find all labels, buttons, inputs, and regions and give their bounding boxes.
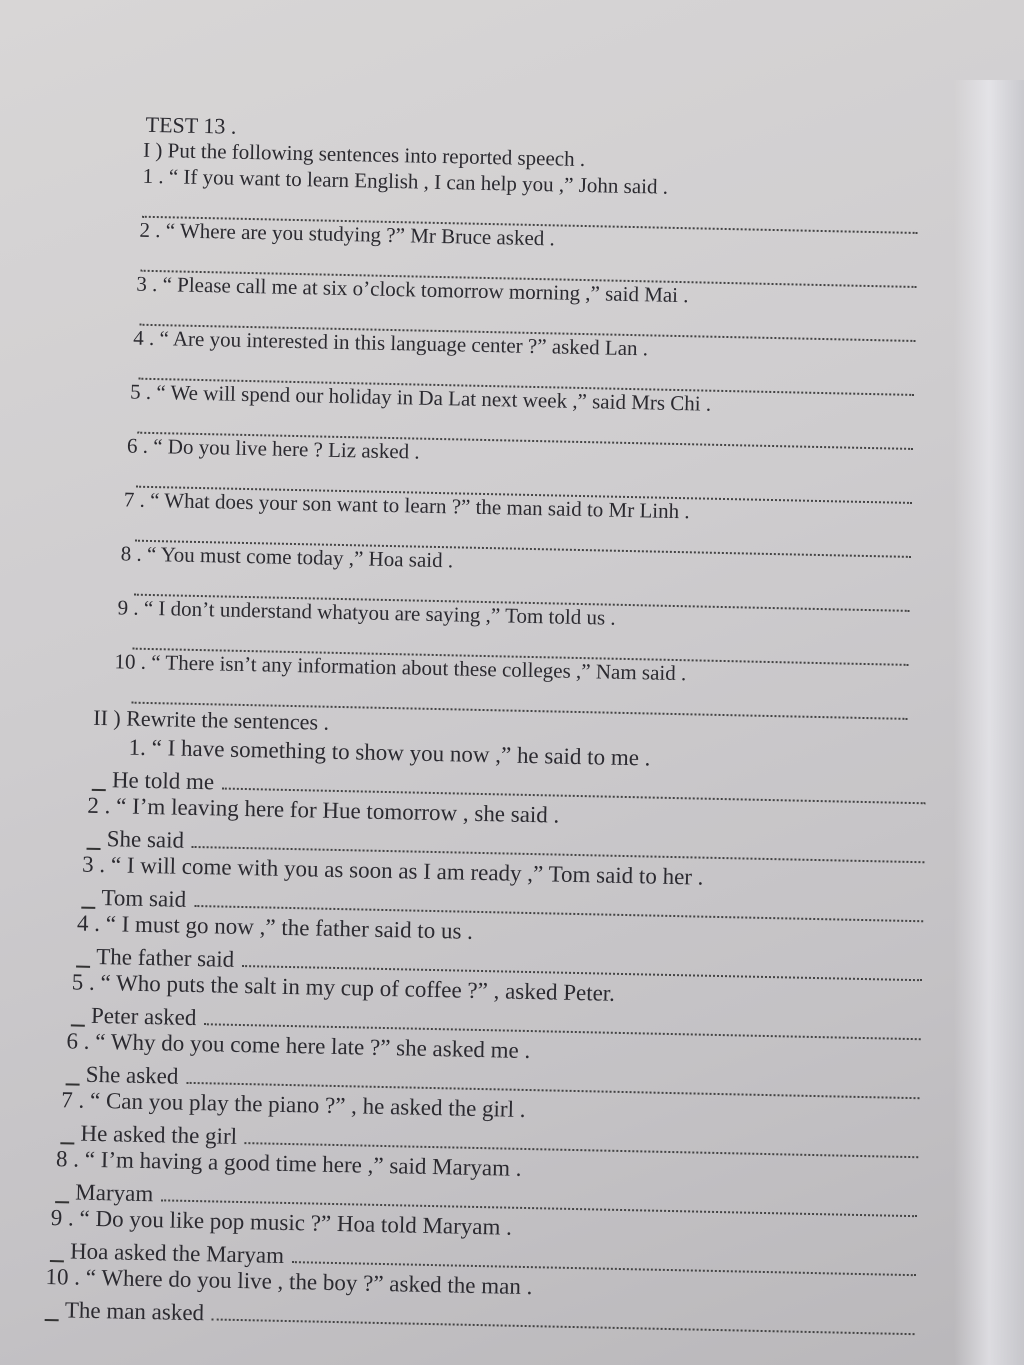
section-2-question: 2 . “ I’m leaving here for Hue tomorrow , she said . bbox=[87, 792, 560, 828]
section-1-question: 2 . “ Where are you studying ?” Mr Bruce asked . bbox=[139, 217, 556, 251]
section-2-question: 6 . “ Why do you come here late ?” she asked me . bbox=[66, 1028, 531, 1064]
worksheet-content bbox=[35, 110, 940, 1341]
section-1-instruction: I ) Put the following sentences into reported speech . bbox=[142, 137, 586, 172]
answer-start: Maryam bbox=[75, 1179, 154, 1207]
section-2 bbox=[45, 704, 928, 1341]
section-1-question: 10 . “ There isn’t any information about these colleges ,” Nam said . bbox=[114, 649, 687, 686]
dash-mark bbox=[50, 1260, 64, 1262]
answer-start: Hoa asked the Maryam bbox=[69, 1238, 285, 1268]
section-1-question: 6 . “ Do you live here ? Liz asked . bbox=[126, 433, 420, 464]
dash-mark bbox=[60, 1142, 74, 1144]
answer-start: She asked bbox=[85, 1061, 179, 1089]
section-1-question: 4 . “ Are you interested in this language center ?” asked Lan . bbox=[132, 325, 649, 361]
section-2-question: 1. “ I have something to show you now ,” he said to me . bbox=[128, 734, 651, 771]
answer-start: The man asked bbox=[64, 1297, 205, 1326]
answer-start: She said bbox=[106, 826, 185, 853]
answer-start: He asked the girl bbox=[80, 1120, 238, 1149]
section-2-question: 7 . “ Can you play the piano ?” , he asked the girl . bbox=[61, 1087, 526, 1122]
dash-mark bbox=[71, 1024, 85, 1026]
dash-mark bbox=[45, 1319, 59, 1321]
section-1-question: 1 . “ If you want to learn English , I can help you ,” John said . bbox=[142, 163, 669, 199]
answer-start: Tom said bbox=[101, 885, 187, 912]
dash-mark bbox=[87, 848, 101, 850]
section-2-instruction: II ) Rewrite the sentences . bbox=[93, 704, 330, 735]
dash-mark bbox=[55, 1201, 69, 1203]
section-1-question: 9 . “ I don’t understand whatyou are saying ,” Tom told us . bbox=[117, 595, 616, 630]
section-1-question: 5 . “ We will spend our holiday in Da Lat next week ,” said Mrs Chi . bbox=[129, 379, 712, 416]
answer-start: He told me bbox=[111, 767, 215, 795]
answer-start: Peter asked bbox=[90, 1002, 197, 1031]
dash-mark bbox=[81, 907, 95, 909]
section-2-question: 8 . “ I’m having a good time here ,” said Maryam . bbox=[55, 1146, 522, 1181]
section-2-question: 5 . “ Who puts the salt in my cup of coffee ?” , asked Peter. bbox=[71, 969, 616, 1006]
section-1 bbox=[114, 163, 939, 721]
dash-mark bbox=[66, 1083, 80, 1085]
page-edge-shadow bbox=[954, 80, 1024, 1365]
answer-dots bbox=[212, 1318, 915, 1335]
dash-mark bbox=[92, 789, 106, 791]
section-2-question: 10 . “ Where do you live , the boy ?” asked the man . bbox=[45, 1263, 533, 1300]
test-title: TEST 13 . bbox=[145, 111, 237, 139]
section-2-question: 9 . “ Do you like pop music ?” Hoa told Maryam . bbox=[50, 1205, 513, 1240]
section-1-question: 7 . “ What does your son want to learn ?” the man said to Mr Linh . bbox=[123, 487, 690, 524]
dash-mark bbox=[76, 966, 90, 968]
section-1-question: 3 . “ Please call me at six o’clock tomorrow morning ,” said Mai . bbox=[136, 271, 689, 308]
answer-start: The father said bbox=[96, 943, 235, 972]
section-2-question: 4 . “ I must go now ,” the father said to us . bbox=[76, 910, 474, 944]
section-1-question: 8 . “ You must come today ,” Hoa said . bbox=[120, 541, 454, 573]
section-2-question: 3 . “ I will come with you as soon as I am ready ,” Tom said to her . bbox=[81, 851, 704, 890]
